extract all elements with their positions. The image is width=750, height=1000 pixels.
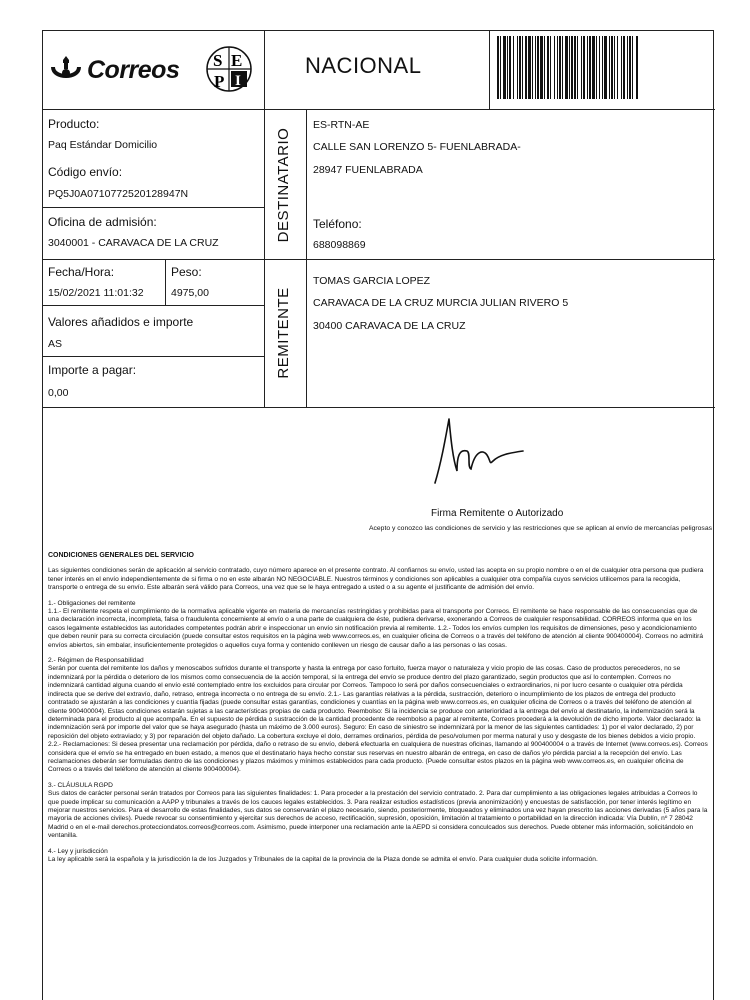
office-label: Oficina de admisión:	[48, 215, 157, 229]
handwritten-signature	[427, 411, 537, 491]
sender-line-3: 30400 CARAVACA DE LA CRUZ	[313, 320, 466, 332]
weight-value: 4975,00	[171, 287, 209, 299]
terms-section-3-title: 3.- CLÁUSULA RGPD	[48, 781, 113, 789]
tracking-value: PQ5J0A0710772520128947N	[48, 188, 189, 200]
svg-text:S: S	[213, 51, 223, 70]
correos-logo	[49, 51, 199, 87]
terms-section-2-text: Serán por cuenta del remitente los daños y menoscabos sufridos durante el transporte y hasta la entrega por caso fortuito, fuerza mayor o naturaleza y vicio propio de las cosas. Caso de productos perecederos, no se indemnizará por la pérdida o deterioro de los mismos como consecuencia de la acción temporal, si la entrega del envío se produce dentro del plazo garantizado, según productos que así lo contemplen. Correos no indemnizará cantidad alguna cuando el envío esté contemplado entre los excluidos para circular por Correos. Tampoco lo será por daños consecuenciales o extraordinarios, ni por lucro cesante o cualquier otra pérdida indirecta que se derive del extravío, daño, retraso, entrega incorrecta o no entrega de su envío. 2.1.- Las garantías relativas a la pérdida, sustracción, deterioro o incumplimiento de los plazos de entrega del producto contratado se ajustarán a las condiciones y cuantía fijadas (puede consultar estas garantías, condiciones y cuantías en la página web www.correos.es, en cualquier oficina de Correos o a través del teléfono de atención al cliente 900400004). Estas condiciones estarán sujetas a las características propias de cada producto. Reembolso: Si la incidencia se produce con anterioridad a la entrega del envío al destinatario, la indemnización será la determinada para el producto al que acompaña. En el supuesto de pérdida o sustracción de la cantidad procedente de reembolso a pagar al remitente, Correos procederá a la devolución de dicho importe. Valor declarado: la indemnización será por importe del valor que se haya asegurado (hasta un máximo de 3.000 euros). Seguro: En caso de siniestro se indemnizará por la menor de las siguientes cantidades: 1) por el valor declarado, 2) por reposición del objeto extraviado; y 3) por reparación del objeto dañado. La cobertura excluye el dolo, derrames ordinarios, pérdida de peso/volumen por merma natural y uso y desgaste de los bienes debidos a vicio propio. 2.2.- Reclamaciones: Si desea presentar una reclamación por pérdida, daño o retraso de su envío, deberá efectuarla en cualquiera de nuestras oficinas, llamando al 900400004 o a través de Internet (www.correos.es). Correos considera que el envío se ha entregado en buen estado, a menos que el destinatario haya hecho constar sus reservas en nuestro albarán de entrega, en caso de daños y/o pérdida parcial a la recepción del envío. Las reclamaciones deberán ser formuladas dentro de las condiciones y plazos máximos y mínimos establecidos para cada producto. (Puede consultar estos plazos en la página web www.correos.es, en cualquier oficina de Correos o a través del teléfono de atención al cliente 900400004).	[48, 665, 708, 774]
sepi-seal	[205, 45, 253, 93]
terms-block	[48, 552, 708, 864]
signature-label: Firma Remitente o Autorizado	[431, 508, 564, 519]
sender-section-label: REMITENTE	[275, 287, 292, 379]
recipient-phone-value: 688098869	[313, 239, 366, 251]
recipient-line-1: ES-RTN-AE	[313, 119, 370, 131]
addons-value: AS	[48, 338, 63, 350]
post-horn-icon	[49, 53, 83, 87]
signature-disclaimer: Acepto y conozco las condiciones de servicio y las restricciones que se aplican al envío de mercancías peligrosas	[368, 525, 712, 532]
terms-section-1-text: 1.1.- El remitente respeta el cumplimiento de la normativa aplicable vigente en materia de mercancías restringidas y prohibidas para el transporte por Correos. El remitente se hace responsable de las consecuencias que de una declaración incorrecta, incompleta, falsa o fraudulenta concerniente al envío o a una parte de cualquiera de éste, pudiera derivarse, exonerando a Correos de cualquier responsabilidad. CORREOS informa que en los casos legalmente establecidos las autoridades competentes podrán abrir e inspeccionar un envío sin notificación previa al remitente. 1.2.- Todos los envíos cumplen los requisitos de dimensiones, peso y acondicionamiento que deben reunir para su correcta circulación (puede consultar estos requisitos en la página web www.correos.es, en cualquier oficina de Correos o a través del teléfono de atención al cliente 900400004). Correos no admitirá envíos abiertos, sin embalar, insuficientemente protegidos o aquellos cuya forma y contenido conlleven un riesgo de causar daño a las personas o las cosas.	[48, 608, 703, 649]
sender-line-2: CARAVACA DE LA CRUZ MURCIA JULIAN RIVERO 5	[313, 297, 569, 309]
sepi-logo-icon	[205, 45, 253, 93]
terms-intro: Las siguientes condiciones serán de aplicación al servicio contratado, cuyo número aparece en el presente contrato. Al confiarnos su envío, usted las acepta en su propio nombre o en el de cualquier otra persona que pudiera tener interés en el envío independientemente de si firma o no en este albarán NO NEGOCIABLE. Nuestros términos y condiciones son aplicables a cualquier otra compañía cuyos servicios utilicemos para la recogida, transporte o entrega de su envío. Este albarán será válido para Correos, una vez que se le haya entregado a usted o a su agente el justificante de admisión del envío.	[48, 567, 704, 592]
svg-text:P: P	[214, 72, 225, 91]
terms-section-4-title: 4.- Ley y jurisdicción	[48, 847, 108, 855]
terms-section-1-title: 1.- Obligaciones del remitente	[48, 599, 136, 607]
svg-text:E: E	[231, 51, 243, 70]
amount-label: Importe a pagar:	[48, 363, 137, 377]
product-value: Paq Estándar Domicilio	[48, 139, 158, 151]
brand-name: Correos	[87, 56, 180, 84]
product-label: Producto:	[48, 117, 100, 131]
recipient-line-2: CALLE SAN LORENZO 5- FUENLABRADA-	[313, 141, 521, 153]
service-type: NACIONAL	[305, 53, 422, 78]
amount-value: 0,00	[48, 387, 69, 399]
tracking-barcode	[497, 36, 709, 99]
terms-title: CONDICIONES GENERALES DEL SERVICIO	[48, 552, 194, 559]
sender-line-1: TOMAS GARCIA LOPEZ	[313, 275, 431, 287]
terms-section-2-title: 2.- Régimen de Responsabilidad	[48, 657, 144, 665]
datetime-label: Fecha/Hora:	[48, 265, 115, 279]
weight-label: Peso:	[171, 265, 202, 279]
tracking-label: Código envío:	[48, 165, 123, 179]
datetime-value: 15/02/2021 11:01:32	[48, 287, 144, 299]
recipient-line-3: 28947 FUENLABRADA	[313, 164, 423, 176]
svg-text:I: I	[235, 73, 241, 89]
recipient-phone-label: Teléfono:	[313, 217, 362, 231]
recipient-section-label: DESTINATARIO	[275, 127, 292, 243]
addons-label: Valores añadidos e importe	[48, 315, 194, 329]
terms-section-4-text: La ley aplicable será la española y la jurisdicción la de los Juzgados y Tribunales de la capital de la provincia de la Plaza donde se admita el envío. Para cualquier duda solicite información.	[48, 856, 598, 863]
barcode-bar	[636, 36, 638, 99]
office-value: 3040001 - CARAVACA DE LA CRUZ	[48, 237, 219, 249]
waybill-form	[42, 30, 714, 1000]
terms-section-3-text: Sus datos de carácter personal serán tratados por Correos para las siguientes finalidades: 1. Para proceder a la prestación del servicio contratado. 2. Para dar cumplimiento a las obligaciones legales atribuidas a Correos lo que puede implicar su comunicación a AAPP y tribunales a través de los cauces legales establecidos. 3. Para realizar estudios estadísticos (previa anonimización) y encuestas de satisfacción, por tener interés legítimo en mejorar nuestros servicios. Para el desarrollo de estas finalidades, sus datos se conservarán el plazo necesario, siendo, posteriormente, bloqueados y eliminados una vez hayan prescrito las acciones derivadas (5 años para la mayoría de acciones civiles). Puede revocar su consentimiento y ejercitar sus derechos de acceso, rectificación, supresión, oposición, limitación al tratamiento o portabilidad en la dirección indicada: Vía Dublín, nº 7 28042 Madrid o en el e-mail derechos.protecciondatos.correos@correos.com. Asimismo, puede interponer una reclamación ante la AEPD si considera conculcados sus derechos. Puede obtener más información, solicitándolo en ventanilla.	[48, 790, 708, 840]
